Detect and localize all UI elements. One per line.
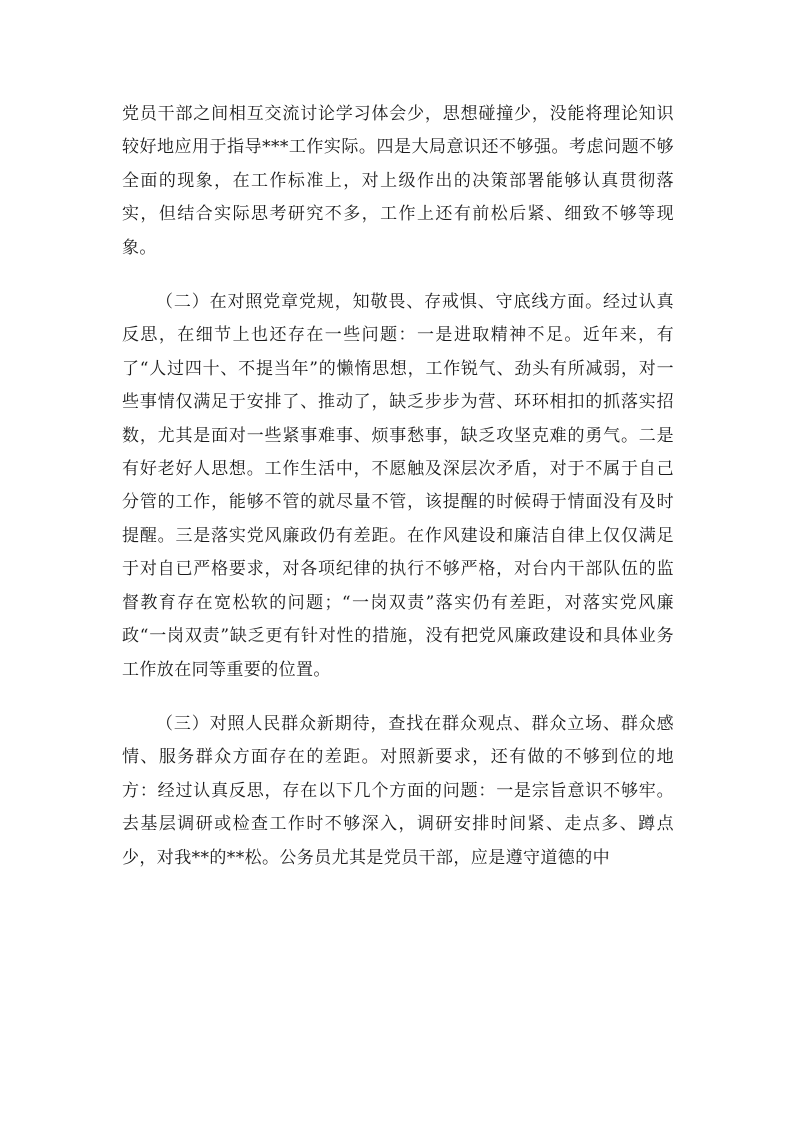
paragraph-continued: 党员干部之间相互交流讨论学习体会少，思想碰撞少，没能将理论知识较好地应用于指导***工作实际。四是大局意识还不够强。考虑问题不够全面的现象，在工作标准上，对上级作出的决策部署能够认真贯彻落实，但结合实际思考研究不多，工作上还有前松后紧、细致不够等现象。 — [122, 104, 674, 258]
document-body — [122, 98, 674, 875]
paragraph-section-two: （二）在对照党章党规，知敬畏、存戒惧、守底线方面。经过认真反思，在细节上也还存在一些问题：一是进取精神不足。近年来，有了“人过四十、不提当年”的懒惰思想，工作锐气、劲头有所减弱，对一些事情仅满足于安排了、推动了，缺乏步步为营、环环相扣的抓落实招数，尤其是面对一些紧事难事、烦事愁事，缺乏攻坚克难的勇气。二是有好老好人思想。工作生活中，不愿触及深层次矛盾，对于不属于自己分管的工作，能够不管的就尽量不管，该提醒的时候碍于情面没有及时提醒。三是落实党风廉政仍有差距。在作风建设和廉洁自律上仅仅满足于对自已严格要求，对各项纪律的执行不够严格，对台内干部队伍的监督教育存在宽松软的问题；“一岗双责”落实仍有差距，对落实党风廉政“一岗双责”缺乏更有针对性的措施，没有把党风廉政建设和具体业务工作放在同等重要的位置。 — [122, 292, 674, 680]
paragraph-section-three: （三）对照人民群众新期待，查找在群众观点、群众立场、群众感情、服务群众方面存在的差距。对照新要求，还有做的不够到位的地方：经过认真反思，存在以下几个方面的问题：一是宗旨意识不够牢。去基层调研或检查工作时不够深入，调研安排时间紧、走点多、蹲点少，对我**的**松。公务员尤其是党员干部，应是遵守道德的中 — [122, 713, 674, 868]
